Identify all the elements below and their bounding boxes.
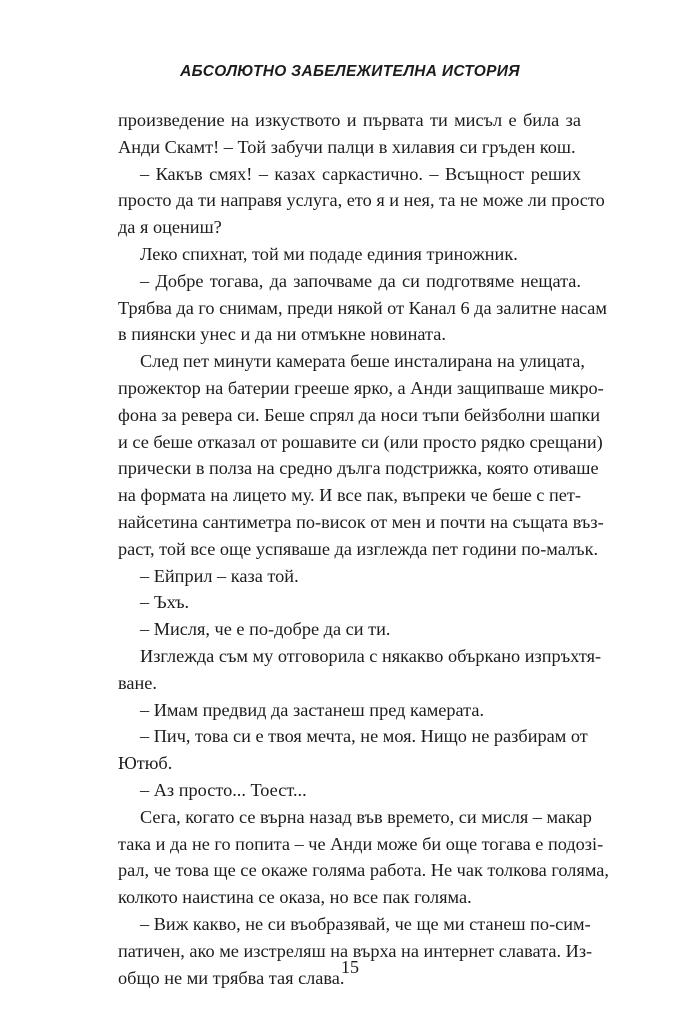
text-line: – Какъв смях! – казах саркастично. – Всъщност реших [140,163,581,184]
text-line: рал, че това ще се окаже голяма работа. Не чак толкова голяма, [118,860,609,881]
text-line: фона за ревера си. Беше спрял да носи тъпи бейзболни шапки [118,404,601,425]
text-line: общо не ми трябва тая слава. [118,967,345,988]
text-line: – Ъхъ. [140,592,190,613]
text-line: Леко спихнат, той ми подаде единия триножник. [140,243,518,264]
text-line: – Виж какво, не си въобразявай, че ще ми станеш по-сим- [140,913,591,934]
text-line: Сега, когато се върна назад във времето, си мисля – макар [140,806,592,827]
body-text [118,107,609,991]
text-line: – Ейприл – каза той. [140,565,299,586]
text-line: в пиянски унес и да ни отмъкне новината. [118,324,446,345]
text-line: раст, той все още успяваше да изглежда пет години по-малък. [118,538,599,559]
page-number: 15 [341,957,359,977]
text-line: прожектор на батерии грееше ярко, а Анди защипваше микро- [118,377,604,398]
text-line: колкото наистина се оказа, но все пак голяма. [118,887,472,908]
text-line: – Аз просто... Тоест... [140,779,307,800]
text-line: патичен, ако ме изстреляш на върха на интернет славата. Из- [118,940,593,961]
text-line: найсетина сантиметра по-висок от мен и почти на същата въз- [118,511,604,532]
text-line: Трябва да го снимам, преди някой от Канал 6 да залитне насам [118,297,607,318]
text-line: – Мисля, че е по-добре да си ти. [140,619,391,640]
text-line: да я оцениш? [118,217,222,238]
text-line: и се беше отказал от рошавите си (или просто рядко срещани) [118,431,603,452]
text-line: така и да не го попита – че Анди може би още тогава е подозі- [118,833,604,854]
text-line: След пет минути камерата беше инсталирана на улицата, [140,351,585,372]
text-line: Изглежда съм му отговорила с някакво объркано изпръхтя- [140,645,602,666]
running-header: АБСОЛЮТНО ЗАБЕЛЕЖИТЕЛНА ИСТОРИЯ [180,63,520,80]
text-line: – Добре тогава, да започваме да си подготвяме нещата. [140,270,581,291]
text-line: – Пич, това си е твоя мечта, не моя. Нищо не разбирам от [140,726,588,747]
text-line: просто да ти направя услуга, ето я и нея, та не може ли просто [118,190,605,211]
text-line: Анди Скамт! – Той забучи палци в хилавия си гръден кош. [118,136,576,157]
text-line: – Имам предвид да застанеш пред камерата. [140,699,485,720]
text-line: Ютюб. [118,753,173,774]
text-line: произведение на изкуството и първата ти мисъл е била за [118,110,581,130]
text-line: прически в полза на средно дълга подстрижка, която отиваше [118,458,599,479]
text-line: ване. [118,672,157,693]
text-line: на формата на лицето му. И все пак, въпреки че беше с пет- [118,485,581,506]
